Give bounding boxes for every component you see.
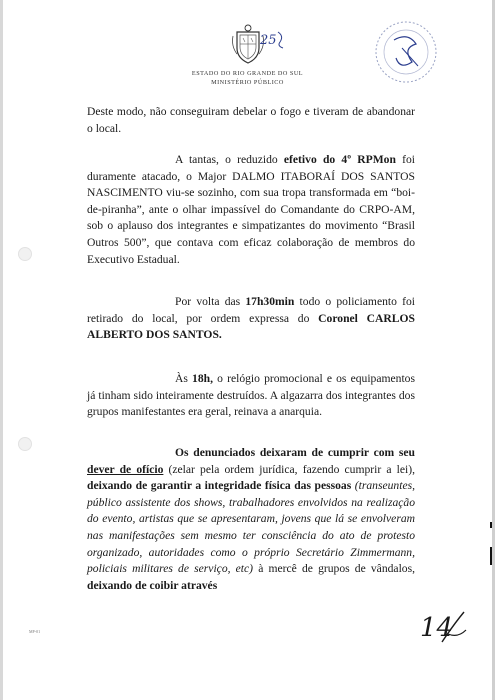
paragraph-4-bold-a: 18h, [192, 372, 213, 385]
paragraph-1-text: Deste modo, não conseguiram debelar o fogo e tiveram de abandonar o local. [87, 105, 415, 135]
scan-mark-1 [490, 522, 492, 528]
paragraph-5-italic: (transeuntes, público assistente dos shows, trabalhadores envolvidos na realização do evento, artistas que se apresentaram, jovens que lá se envolveram nas manifestações sem mesmo ter consciência do ato de protesto organizado, autoridades como o próprio Secretário Zimmermann, policiais militares de serviço, etc) [87, 479, 415, 576]
svg-text:25: 25 [260, 33, 277, 48]
handwritten-page-number-top [258, 28, 288, 50]
paragraph-3-text-b: todo o policiamento foi retirado do local, por ordem expressa do [87, 295, 415, 325]
paragraph-3-bold-a: 17h30min [245, 295, 295, 308]
paragraph-5-bold-a: Os denunciados deixaram de cumprir com seu [175, 446, 415, 459]
official-stamp-icon [372, 18, 440, 86]
paragraph-3-bold-b: Coronel CARLOS ALBERTO DOS SANTOS. [87, 311, 415, 342]
paragraph-4-text-b: o relógio promocional e os equipamentos já tinham sido inteiramente destruídos. A algazarra dos integrantes dos grupos manifestantes era geral, reinava a anarquia. [87, 372, 415, 419]
paragraph-5-text-b: à mercê de grupos de vândalos, [253, 562, 415, 576]
letterhead-state: ESTADO DO RIO GRANDE DO SUL [191, 70, 304, 77]
paragraph-1 [87, 104, 415, 137]
paragraph-3 [87, 294, 415, 344]
paragraph-4 [87, 371, 415, 421]
paragraph-2-text-b: foi duramente atacado, o Major DALMO ITABORAÍ DOS SANTOS NASCIMENTO viu-se sozinho, com sua tropa transformada em “boi-de-piranha”, ante o olhar impassível do Comandante do CRPO-AM, sob o aplauso dos integrantes e simpatizantes do movimento “Brasil Outros 500”, que contava com eficaz colaboração de membros do Executivo Estadual. [87, 153, 415, 266]
paragraph-5-bold-b: deixando de garantir a integridade física das pessoas [87, 479, 352, 493]
paragraph-2-bold-a: efetivo do 4º RPMon [283, 153, 396, 166]
scan-edge-left [0, 0, 3, 700]
paragraph-5-bold-c: deixando de coibir através [87, 578, 218, 592]
paragraph-5-text-a: (zelar pela ordem jurídica, fazendo cumprir a lei), [163, 462, 416, 476]
svg-text:14: 14 [420, 613, 454, 643]
punch-hole-top [18, 247, 32, 261]
scan-mark-2 [490, 547, 492, 565]
paragraph-4-text-a: Às [175, 372, 193, 385]
letterhead-institution: MINISTÉRIO PÚBLICO [211, 79, 284, 86]
punch-hole-bottom [18, 437, 32, 451]
paragraph-5 [87, 445, 415, 594]
paragraph-2 [87, 152, 415, 268]
form-code: MP-01 [29, 629, 41, 634]
paragraph-3-text-a: Por volta das [175, 295, 246, 308]
paragraph-2-text-a: A tantas, o reduzido [175, 153, 284, 166]
handwritten-page-number-bottom [418, 604, 470, 652]
paragraph-5-bold-underlined: dever de ofício [87, 462, 164, 476]
